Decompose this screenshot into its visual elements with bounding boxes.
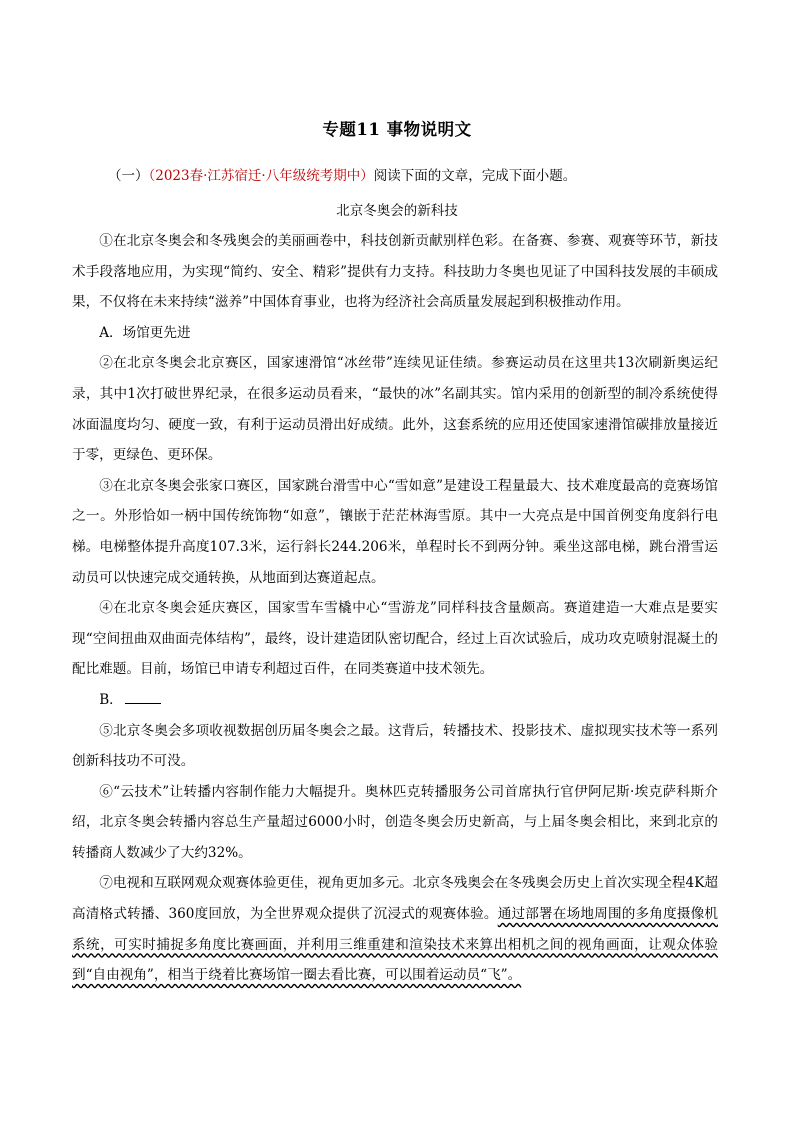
section-b-label: B．	[99, 691, 123, 708]
section-heading-a: A．场馆更先进	[99, 324, 191, 341]
paragraph-7-underlined-sentence: 通过部署在场地周围的多角度摄像机系统，可实时捕捉多角度比赛画面，并利用三维重建和渲染技术来算出相机之间的视角画面，让观众体验到“自由视角”，相当于绕着比赛场馆一圈去看比赛，可以围着运动员“飞”。	[72, 906, 718, 984]
paragraph-7	[72, 868, 718, 990]
question-number: （一）	[108, 168, 149, 184]
paragraph-5: ⑤北京冬奥会多项收视数据创历届冬奥会之最。这背后，转播技术、投影技术、虚拟现实技术等一系列创新科技功不可没。	[72, 722, 718, 770]
question-header	[108, 164, 576, 184]
fill-in-blank	[125, 691, 161, 704]
article-body	[72, 226, 718, 991]
article-title: 北京冬奥会的新科技	[336, 203, 458, 219]
paragraph-2: ②在北京冬奥会北京赛区，国家速滑馆“冰丝带”连续见证佳绩。参赛运动员在这里共13次刷新奥运纪录，其中1次打破世界纪录，在很多运动员看来，“最快的冰”名副其实。馆内采用的创新型的制冷系统使得冰面温度均匀、硬度一致，有利于运动员滑出好成绩。此外，这套系统的应用还使国家速滑馆碳排放量接近于零，更绿色、更环保。	[72, 355, 718, 464]
paragraph-7-text: ⑦电视和互联网观众观赛体验更佳，视角更加多元。北京冬残奥会在冬残奥会历史上首次实现全程4K超高清格式转播、360度回放，为全世界观众提供了沉浸式的观赛体验。	[72, 875, 718, 923]
paragraph-4: ④在北京冬奥会延庆赛区，国家雪车雪橇中心“雪游龙”同样科技含量颇高。赛道建造一大难点是要实现“空间扭曲双曲面壳体结构”，最终，设计建造团队密切配合，经过上百次试验后，成功攻克喷射混凝土的配比难题。目前，场馆已申请专利超过百件，在同类赛道中技术领先。	[72, 600, 718, 678]
page-title: 专题11 事物说明文	[322, 120, 472, 139]
paragraph-6: ⑥“云技术”让转播内容制作能力大幅提升。奥林匹克转播服务公司首席执行官伊阿尼斯·埃克萨科斯介绍，北京冬奥会转播内容总生产量超过6000小时，创造冬奥会历史新高，与上届冬奥会相比，来到北京的转播商人数减少了大约32%。	[72, 783, 718, 861]
question-source: （2023春·江苏宿迁·八年级统考期中）	[148, 168, 374, 184]
paragraph-1: ①在北京冬奥会和冬残奥会的美丽画卷中，科技创新贡献别样色彩。在备赛、参赛、观赛等环节，新技术手段落地应用，为实现“简约、安全、精彩”提供有力支持。科技助力冬奥也见证了中国科技发展的丰硕成果，不仅将在未来持续“滋养”中国体育事业，也将为经济社会高质量发展起到积极推动作用。	[72, 233, 718, 311]
question-instruction: 阅读下面的文章，完成下面小题。	[373, 168, 577, 184]
paragraph-3: ③在北京冬奥会张家口赛区，国家跳台滑雪中心“雪如意”是建设工程量最大、技术难度最高的竞赛场馆之一。外形恰如一柄中国传统饰物“如意”，镶嵌于茫茫林海雪原。其中一大亮点是中国首例变角度斜行电梯。电梯整体提升高度107.3米，运行斜长244.206米，单程时长不到两分钟。乘坐这部电梯，跳台滑雪运动员可以快速完成交通转换，从地面到达赛道起点。	[72, 477, 718, 586]
section-heading-b	[72, 685, 718, 716]
